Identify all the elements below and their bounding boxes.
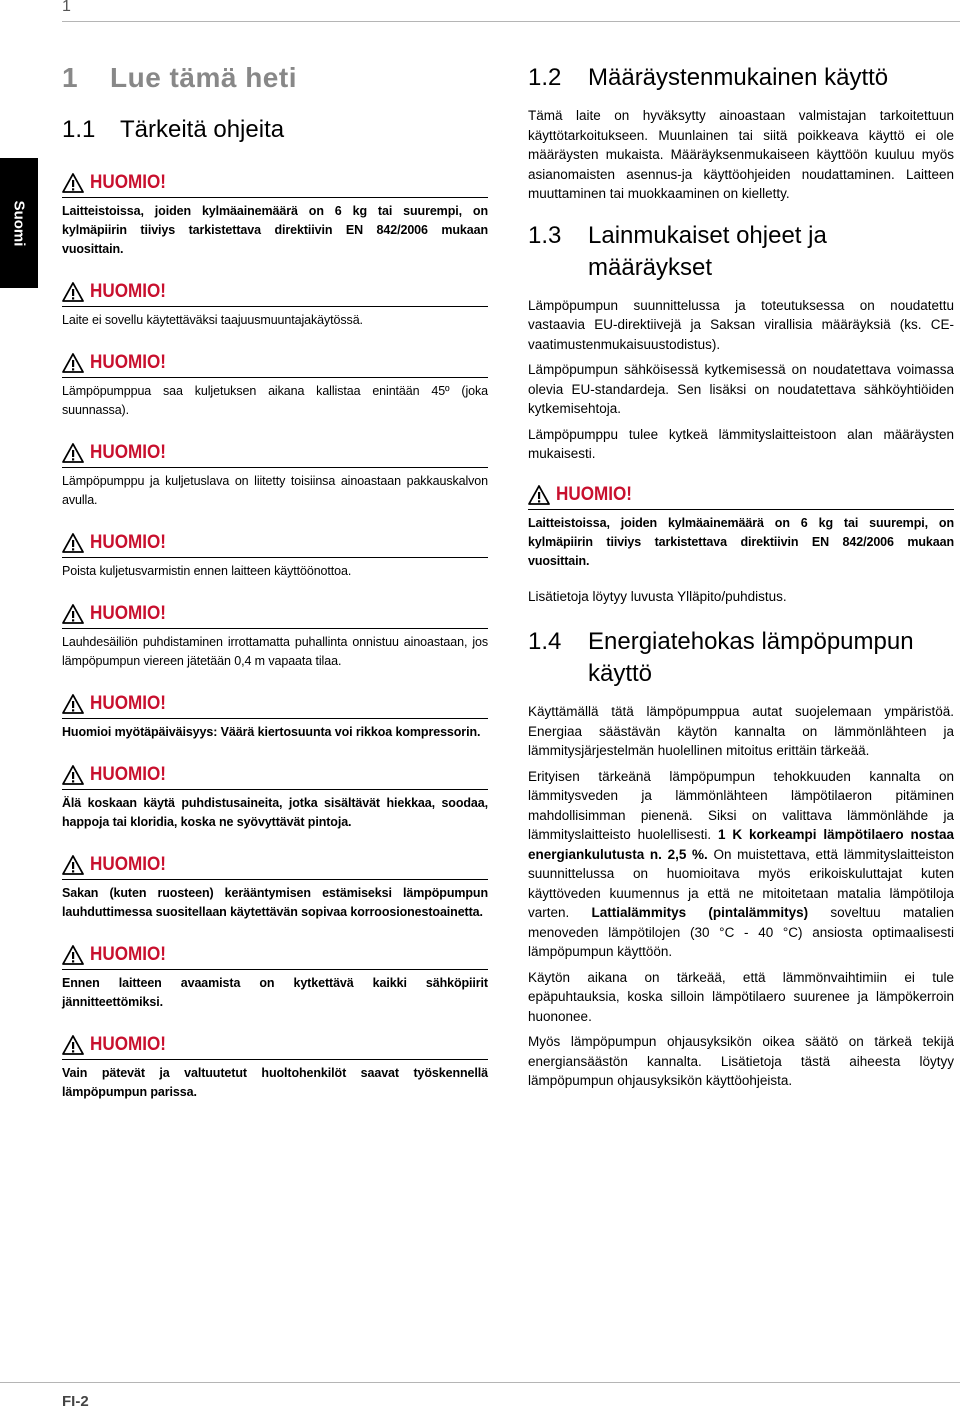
warning-block [62,350,488,420]
warning-text: Vain pätevät ja valtuutetut huoltohenkilöt saavat työskennellä lämpöpumpun parissa. [62,1066,488,1099]
warning-header [62,852,488,880]
right-column [528,62,954,1097]
warning-text: Laitteistoissa, joiden kylmäainemäärä on 6 kg tai suurempi, on kylmäpiirin tiiviys tarkistettava direktiivin EN 842/2006 mukaan vuosittain. [62,204,488,256]
warning-label: HUOMIO! [556,483,632,505]
warning-triangle-icon [62,694,84,714]
warning-text: Poista kuljetusvarmistin ennen laitteen käyttöönottoa. [62,564,352,578]
warning-block [62,170,488,259]
left-column [62,62,488,1122]
warning-text: Lauhdesäiliön puhdistaminen irrottamatta puhallinta onnistuu ainoastaan, jos lämpöpumpun viereen jätetään 0,4 m vapaata tilaa. [62,635,488,668]
warning-label: HUOMIO! [90,352,166,373]
warning-header [62,762,488,790]
warning-header [62,691,488,719]
warning-triangle-icon [62,353,84,373]
warning-label: HUOMIO! [90,281,166,302]
warning-block [62,762,488,832]
section-1-4-title-line2: käyttö [588,660,653,687]
warning-header [62,942,488,970]
warning-text: Laite ei sovellu käytettäväksi taajuusmuuntajakäytössä. [62,313,363,327]
section-1-4-paragraph [528,767,954,962]
emphasis-text: Lattialämmitys (pintalämmitys) [591,905,809,920]
warning-triangle-icon [62,173,84,193]
section-1-3-note: Lisätietoja löytyy luvusta Ylläpito/puhdistus. [528,588,787,604]
emphasis-text: 1 K korkeampi lämpötilaero nostaa energiankulutusta n. 2,5 %. [528,827,954,862]
section-1-4-number: 1.4 [528,628,562,655]
warning-block [62,279,488,330]
warning-label: HUOMIO! [90,693,166,714]
warning-header [62,350,488,378]
warning-label: HUOMIO! [90,854,166,875]
warning-block [62,601,488,671]
section-1-3-paragraph: Lämpöpumpun suunnittelussa ja toteutuksessa on noudatettu vastaavia EU-direktiivejä ja Saksan virallisia määräyksiä (ks. CE-vaatimustenmukaisuustodistus). [528,297,954,352]
footer-rule [0,1382,960,1383]
warning-header [528,482,954,510]
section-1-4-paragraph: Myös lämpöpumpun ohjausyksikön oikea säätö on tärkeä tekijä energiansäästön kannalta. Lisätietoja tästä aiheesta löytyy lämpöpumpun ohjausyksikön käyttöohjeista. [528,1034,954,1088]
paragraph-text: soveltuu matalien menoveden lämpötilojen (30 °C - 40 °C) ansiosta optimaalisesti lämpöpumpun käyttöön. [528,905,954,959]
section-1-3-paragraph: Lämpöpumppu tulee kytkeä lämmityslaitteistoon alan määräysten mukaisesti. [528,426,954,461]
warning-triangle-icon [62,765,84,785]
warning-header [62,279,488,307]
warning-triangle-icon [62,282,84,302]
warning-block [528,482,954,571]
warning-text: Ennen laitteen avaamista on kytkettävä kaikki sähköpiirit jännitteettömiksi. [62,976,488,1009]
warning-label: HUOMIO! [90,532,166,553]
header-rule [62,21,960,22]
warning-header [62,440,488,468]
section-1-2-title: Määräystenmukainen käyttö [588,64,889,91]
warning-label: HUOMIO! [90,944,166,965]
section-1-1-number: 1.1 [62,116,96,143]
section-1-heading [62,62,488,94]
warning-text: Lämpöpumppua saa kuljetuksen aikana kallistaa enintään 45º (joka suunnassa). [62,384,488,417]
section-1-1-heading [62,116,488,144]
warning-triangle-icon [62,604,84,624]
language-tab-label: Suomi [10,200,28,246]
warning-block [62,440,488,510]
section-1-3-heading [528,220,954,284]
warning-triangle-icon [62,945,84,965]
warning-header [62,601,488,629]
warning-triangle-icon [62,533,84,553]
paragraph-text: On muistettava, että lämmityslaitteiston suunnittelussa on huomioitava myös erikoiskuluttajat kuten käyttöveden kuumennus ja että ne mitoitetaan matalia lämpötiloja varten. [528,846,955,920]
warning-label: HUOMIO! [90,1034,166,1055]
section-1-3-paragraph: Lämpöpumpun sähköisessä kytkemisessä on noudatettava voimassa olevia EU-standardeja. Sen lisäksi on noudatettava sähköyhtiöiden kytkemisehtoja. [528,362,954,416]
warning-text: Älä koskaan käytä puhdistusaineita, jotka sisältävät hiekkaa, soodaa, happoja tai kloridia, koska ne syövyttävät pintoja. [62,796,488,829]
section-1-4-paragraph: Käytön aikana on tärkeää, että lämmönvaihtimiin ei tule epäpuhtauksia, koska silloin lämpötilaero suurenee ja lämpökerroin huononee. [528,969,954,1024]
section-1-4-heading [528,626,954,690]
page-number: 1 [62,0,71,15]
warning-triangle-icon [62,443,84,463]
warning-text: Sakan (kuten ruosteen) kerääntymisen estämiseksi lämpöpumpun lauhduttimessa suositellaan käytettävän sopivaa korroosionestoainetta. [62,886,488,919]
page-footer-label: FI-2 [62,1393,89,1410]
section-1-3-title-line2: määräykset [588,253,713,281]
warning-text: Laitteistoissa, joiden kylmäainemäärä on 6 kg tai suurempi, on kylmäpiirin tiiviys tarkistettava direktiivin EN 842/2006 mukaan vuosittain. [528,515,954,568]
warning-text: Lämpöpumppu ja kuljetuslava on liitetty toisiinsa ainoastaan pakkauskalvon avulla. [62,474,488,507]
warning-triangle-icon [528,485,550,505]
warning-block [62,1032,488,1102]
warning-text: Huomioi myötäpäiväisyys: Väärä kiertosuunta voi rikkoa kompressorin. [62,725,481,739]
warning-block [62,530,488,581]
warning-header [62,530,488,558]
warning-block [62,852,488,922]
warning-label: HUOMIO! [90,603,166,624]
section-1-title: Lue tämä heti [110,62,297,93]
warning-label: HUOMIO! [90,172,166,193]
language-tab [0,158,38,288]
warning-triangle-icon [62,855,84,875]
section-1-1-title: Tärkeitä ohjeita [120,116,285,143]
section-1-4-paragraph: Käyttämällä tätä lämpöpumppua autat suojelemaan ympäristöä. Energiaa säästävän käytön kannalta on lämmönlähteen ja lämmitysjärjestelmän huolellinen mitoitus erittäin tärkeää. [528,704,954,758]
section-1-3-title-line1: Lainmukaiset ohjeet ja [588,221,827,249]
paragraph-text: Erityisen tärkeänä lämpöpumpun tehokkuuden kannalta on lämmitysveden ja lämmönlähteen lämpötilaeron pitäminen mahdollisimman pienenä. Siksi on valittava lämmönlähde ja lämmityslaitteisto huolellisesti. [528,768,954,842]
section-1-2-paragraph: Tämä laite on hyväksytty ainoastaan valmistajan tarkoitettuun käyttötarkoitukseen. Muunlainen tai siitä poikkeava käyttö ei ole määräysten mukaista. Määräyksenmukaiseen käyttöön kuuluu myös asianomaisten asennus-ja käyttöohjeiden noudattaminen. Laitteen muuttaminen tai muokkaaminen on kielletty. [528,108,954,201]
warning-block [62,691,488,742]
warning-header [62,1032,488,1060]
section-1-number: 1 [62,62,79,93]
section-1-3-number: 1.3 [528,221,562,249]
section-1-4-title-line1: Energiatehokas lämpöpumpun [588,628,914,655]
warning-header [62,170,488,198]
warning-label: HUOMIO! [90,442,166,463]
section-1-2-number: 1.2 [528,64,562,91]
warning-triangle-icon [62,1035,84,1055]
warning-label: HUOMIO! [90,764,166,785]
warning-block [62,942,488,1012]
section-1-2-heading [528,62,954,94]
